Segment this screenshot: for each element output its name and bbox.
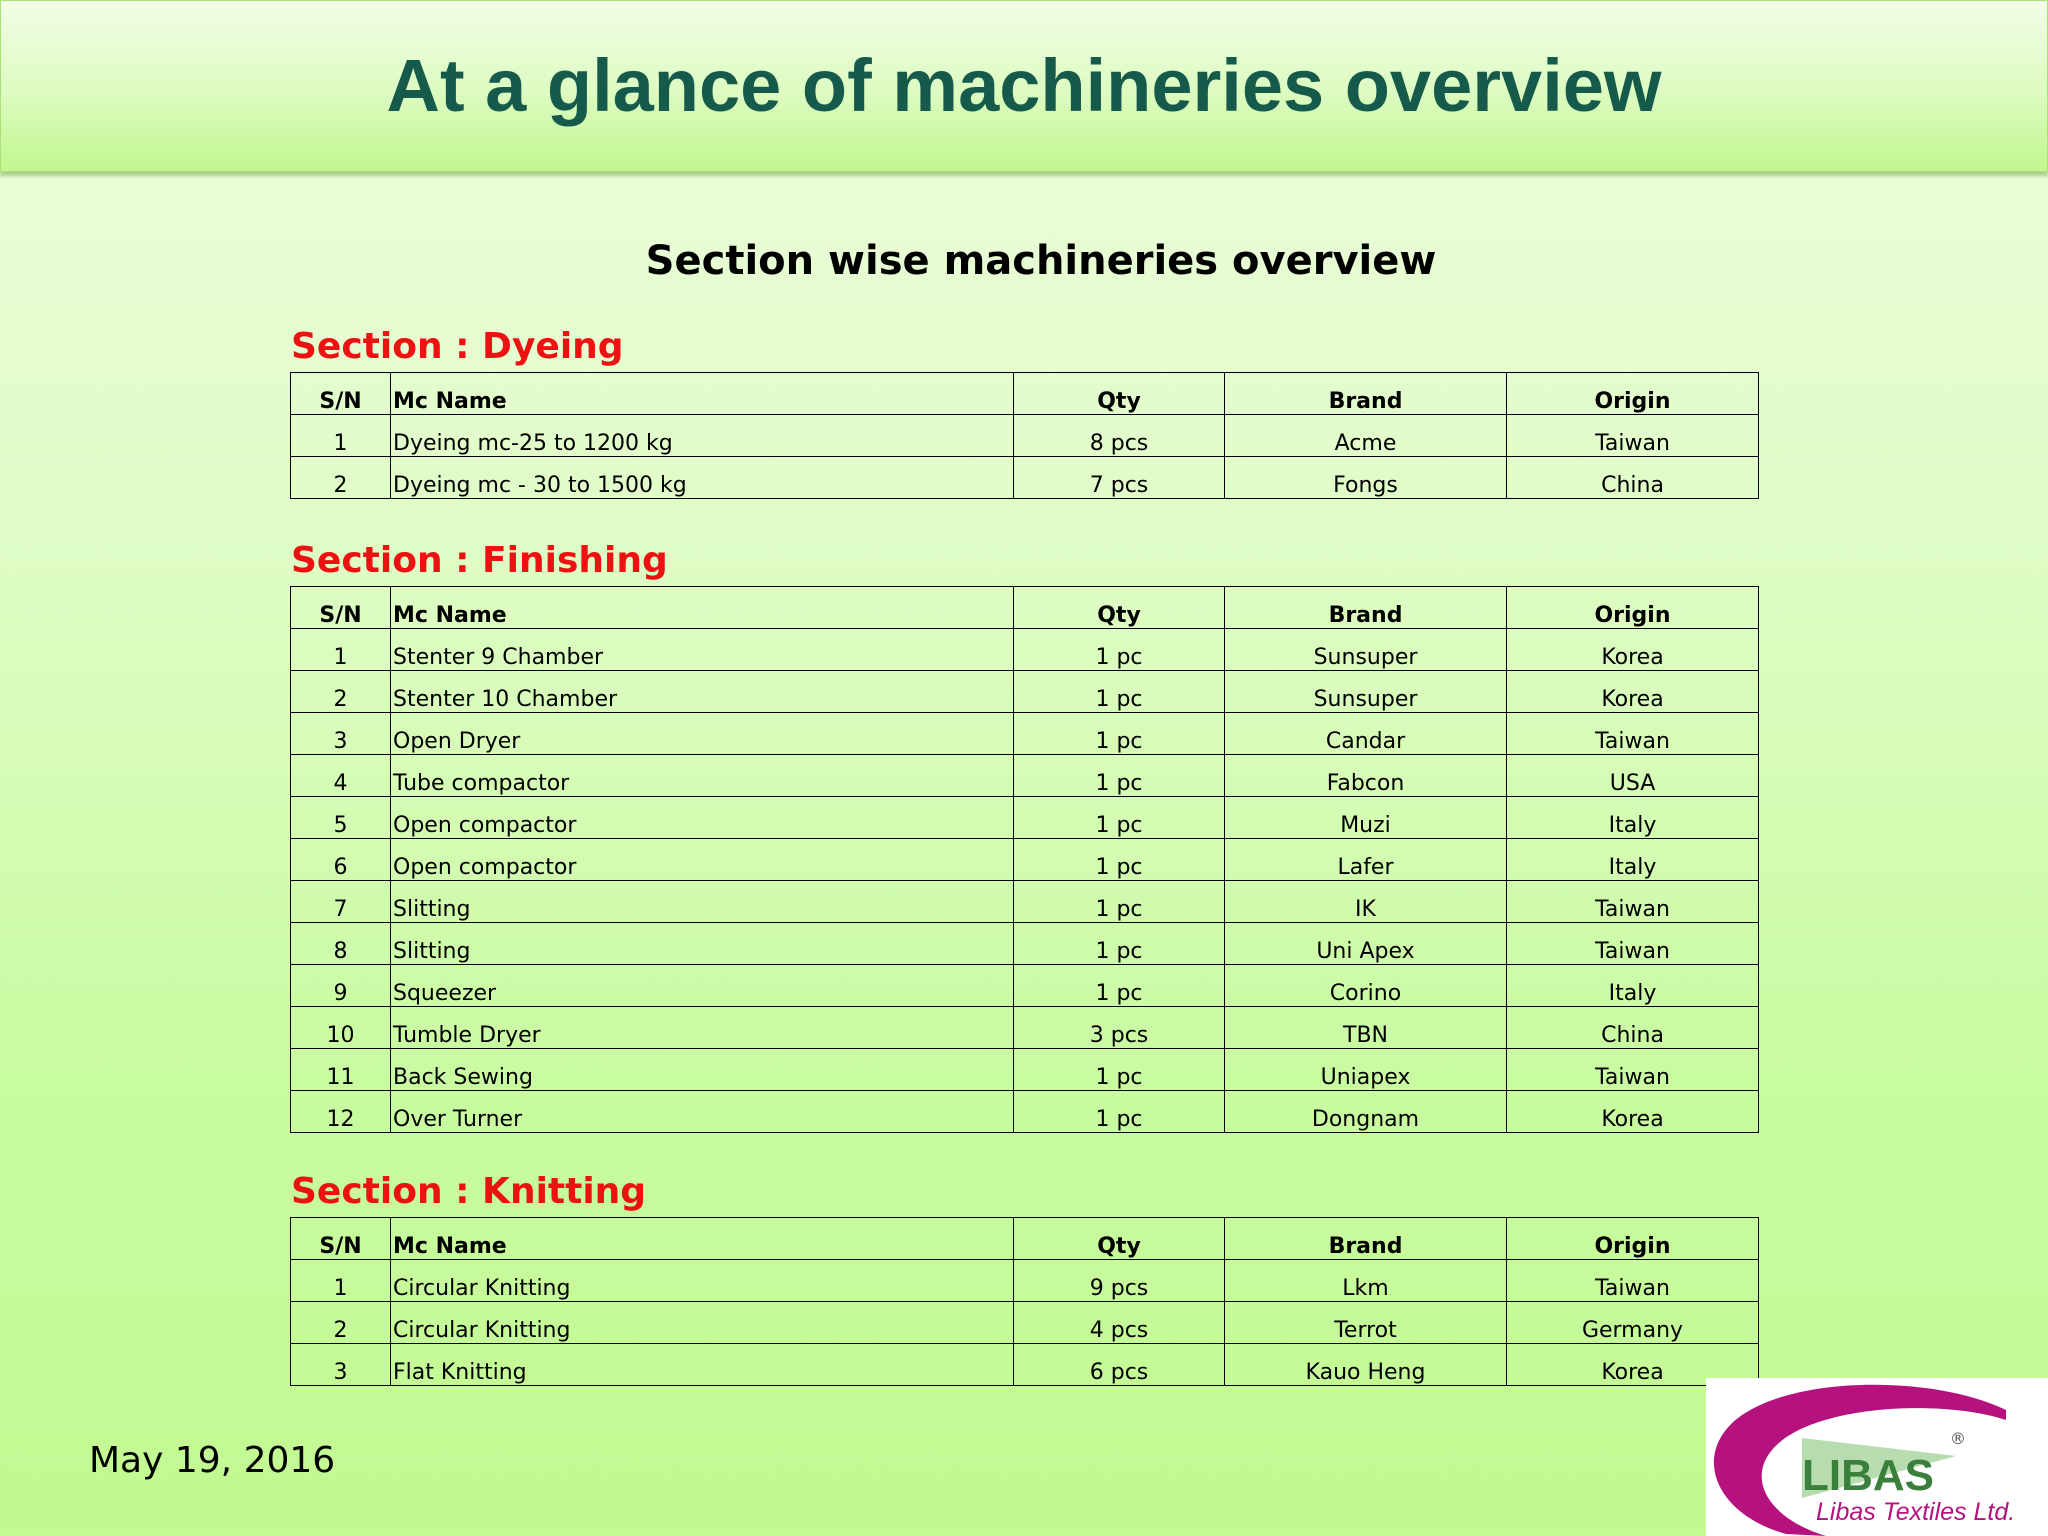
section-heading-knitting: Section : Knitting: [291, 1171, 647, 1212]
cell-mc-name: Back Sewing: [391, 1049, 1014, 1091]
cell-sn: 12: [291, 1091, 391, 1133]
table-row: [291, 629, 1759, 671]
table-row: [291, 1302, 1759, 1344]
cell-brand: Muzi: [1225, 797, 1507, 839]
column-header-qty: Qty: [1014, 1218, 1225, 1260]
cell-qty: 1 pc: [1014, 797, 1225, 839]
cell-origin: Taiwan: [1507, 1260, 1759, 1302]
cell-brand: TBN: [1225, 1007, 1507, 1049]
column-header-mc-name: Mc Name: [391, 1218, 1014, 1260]
cell-origin: Italy: [1507, 839, 1759, 881]
cell-brand: Kauo Heng: [1225, 1344, 1507, 1386]
table-row: [291, 415, 1759, 457]
cell-mc-name: Dyeing mc-25 to 1200 kg: [391, 415, 1014, 457]
cell-sn: 3: [291, 713, 391, 755]
column-header-mc-name: Mc Name: [391, 373, 1014, 415]
cell-sn: 1: [291, 415, 391, 457]
cell-qty: 1 pc: [1014, 755, 1225, 797]
cell-origin: Taiwan: [1507, 881, 1759, 923]
cell-mc-name: Open compactor: [391, 797, 1014, 839]
column-header-mc-name: Mc Name: [391, 587, 1014, 629]
cell-origin: Korea: [1507, 671, 1759, 713]
cell-mc-name: Slitting: [391, 923, 1014, 965]
cell-brand: Uni Apex: [1225, 923, 1507, 965]
page-title: At a glance of machineries overview: [386, 44, 1662, 127]
cell-qty: 1 pc: [1014, 923, 1225, 965]
cell-qty: 1 pc: [1014, 881, 1225, 923]
cell-qty: 8 pcs: [1014, 415, 1225, 457]
table-row: [291, 797, 1759, 839]
section-heading-finishing: Section : Finishing: [291, 540, 668, 581]
cell-sn: 1: [291, 629, 391, 671]
cell-mc-name: Open compactor: [391, 839, 1014, 881]
cell-mc-name: Squeezer: [391, 965, 1014, 1007]
company-logo: [1706, 1378, 2048, 1536]
cell-qty: 1 pc: [1014, 629, 1225, 671]
table-row: [291, 1260, 1759, 1302]
cell-sn: 9: [291, 965, 391, 1007]
column-header-sn: S/N: [291, 1218, 391, 1260]
cell-mc-name: Circular Knitting: [391, 1302, 1014, 1344]
cell-sn: 6: [291, 839, 391, 881]
column-header-brand: Brand: [1225, 587, 1507, 629]
cell-brand: Uniapex: [1225, 1049, 1507, 1091]
cell-sn: 8: [291, 923, 391, 965]
cell-brand: Terrot: [1225, 1302, 1507, 1344]
cell-origin: Korea: [1507, 629, 1759, 671]
section-heading-dyeing: Section : Dyeing: [291, 326, 624, 367]
table-row: [291, 755, 1759, 797]
cell-brand: Acme: [1225, 415, 1507, 457]
table-row: [291, 965, 1759, 1007]
cell-sn: 1: [291, 1260, 391, 1302]
cell-origin: Taiwan: [1507, 713, 1759, 755]
table-row: [291, 1007, 1759, 1049]
cell-mc-name: Circular Knitting: [391, 1260, 1014, 1302]
table-header-row: [291, 587, 1759, 629]
column-header-brand: Brand: [1225, 373, 1507, 415]
cell-origin: China: [1507, 457, 1759, 499]
knitting-machinery-table: [290, 1217, 1759, 1386]
cell-sn: 2: [291, 457, 391, 499]
cell-brand: Sunsuper: [1225, 629, 1507, 671]
cell-mc-name: Open Dryer: [391, 713, 1014, 755]
cell-mc-name: Dyeing mc - 30 to 1500 kg: [391, 457, 1014, 499]
cell-origin: Taiwan: [1507, 923, 1759, 965]
cell-sn: 2: [291, 1302, 391, 1344]
footer-date: May 19, 2016: [89, 1440, 336, 1481]
column-header-qty: Qty: [1014, 587, 1225, 629]
column-header-origin: Origin: [1507, 373, 1759, 415]
table-row: [291, 457, 1759, 499]
column-header-sn: S/N: [291, 373, 391, 415]
cell-origin: Korea: [1507, 1091, 1759, 1133]
cell-sn: 11: [291, 1049, 391, 1091]
cell-mc-name: Flat Knitting: [391, 1344, 1014, 1386]
cell-mc-name: Over Turner: [391, 1091, 1014, 1133]
cell-brand: Fabcon: [1225, 755, 1507, 797]
page-subtitle: Section wise machineries overview: [645, 238, 1437, 284]
cell-origin: Germany: [1507, 1302, 1759, 1344]
cell-mc-name: Tumble Dryer: [391, 1007, 1014, 1049]
cell-origin: USA: [1507, 755, 1759, 797]
logo-wordmark: LIBAS: [1802, 1451, 1934, 1500]
table-row: [291, 1049, 1759, 1091]
cell-qty: 1 pc: [1014, 839, 1225, 881]
cell-qty: 9 pcs: [1014, 1260, 1225, 1302]
cell-brand: Corino: [1225, 965, 1507, 1007]
cell-qty: 1 pc: [1014, 1091, 1225, 1133]
cell-brand: Lkm: [1225, 1260, 1507, 1302]
cell-sn: 4: [291, 755, 391, 797]
cell-origin: Korea: [1507, 1344, 1759, 1386]
cell-origin: Taiwan: [1507, 415, 1759, 457]
column-header-sn: S/N: [291, 587, 391, 629]
cell-origin: Italy: [1507, 797, 1759, 839]
table-row: [291, 671, 1759, 713]
table-row: [291, 713, 1759, 755]
cell-brand: IK: [1225, 881, 1507, 923]
cell-mc-name: Stenter 10 Chamber: [391, 671, 1014, 713]
cell-brand: Dongnam: [1225, 1091, 1507, 1133]
cell-brand: Sunsuper: [1225, 671, 1507, 713]
table-header-row: [291, 373, 1759, 415]
table-row: [291, 1344, 1759, 1386]
cell-mc-name: Slitting: [391, 881, 1014, 923]
cell-origin: Italy: [1507, 965, 1759, 1007]
column-header-origin: Origin: [1507, 1218, 1759, 1260]
cell-qty: 6 pcs: [1014, 1344, 1225, 1386]
libas-logo-graphic: [1706, 1378, 2048, 1536]
finishing-machinery-table: [290, 586, 1759, 1133]
cell-qty: 1 pc: [1014, 1049, 1225, 1091]
column-header-brand: Brand: [1225, 1218, 1507, 1260]
cell-origin: Taiwan: [1507, 1049, 1759, 1091]
cell-mc-name: Tube compactor: [391, 755, 1014, 797]
cell-qty: 1 pc: [1014, 671, 1225, 713]
dyeing-machinery-table: [290, 372, 1759, 499]
cell-sn: 2: [291, 671, 391, 713]
logo-tagline: Libas Textiles Ltd.: [1816, 1498, 2016, 1526]
cell-sn: 7: [291, 881, 391, 923]
table-header-row: [291, 1218, 1759, 1260]
cell-qty: 1 pc: [1014, 713, 1225, 755]
cell-sn: 3: [291, 1344, 391, 1386]
cell-qty: 7 pcs: [1014, 457, 1225, 499]
logo-registered-mark: ®: [1950, 1429, 1966, 1448]
cell-qty: 1 pc: [1014, 965, 1225, 1007]
cell-origin: China: [1507, 1007, 1759, 1049]
column-header-qty: Qty: [1014, 373, 1225, 415]
cell-brand: Lafer: [1225, 839, 1507, 881]
table-row: [291, 839, 1759, 881]
table-row: [291, 923, 1759, 965]
cell-sn: 10: [291, 1007, 391, 1049]
cell-mc-name: Stenter 9 Chamber: [391, 629, 1014, 671]
table-row: [291, 881, 1759, 923]
cell-brand: Fongs: [1225, 457, 1507, 499]
cell-sn: 5: [291, 797, 391, 839]
table-row: [291, 1091, 1759, 1133]
cell-qty: 3 pcs: [1014, 1007, 1225, 1049]
cell-brand: Candar: [1225, 713, 1507, 755]
column-header-origin: Origin: [1507, 587, 1759, 629]
cell-qty: 4 pcs: [1014, 1302, 1225, 1344]
